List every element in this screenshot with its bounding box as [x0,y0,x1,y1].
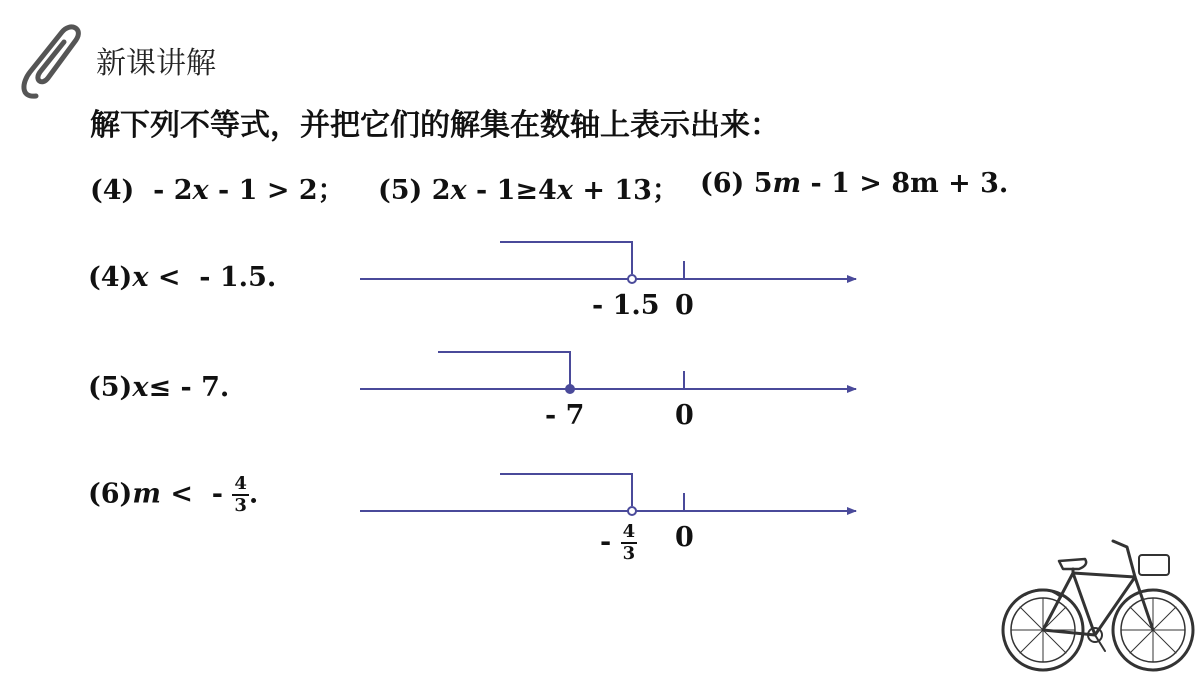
solution-bracket-5 [438,352,570,385]
solution-bracket-6 [500,474,632,506]
solution-bracket-4 [500,242,632,274]
bicycle-illustration [995,525,1200,675]
problem-6: (6) 5m - 1 > 8m + 3. [700,168,1009,199]
answer-5: (5)x≤ - 7. [88,372,230,403]
answer-4: (4)x < - 1.5. [88,262,277,293]
point-label-6: - $\frac{4}{3}$ [600,521,636,564]
problem-5: (5) 2x - 1≥4x + 13； [378,175,679,206]
point-label-5: - 7 [545,400,585,431]
zero-label-4: 0 [675,290,694,321]
zero-label-5: 0 [675,400,694,431]
answer-6: (6)m < - $\frac{4}{3}$ . [88,473,259,516]
open-point-6 [628,507,636,515]
point-label-4: - 1.5 [592,290,660,321]
zero-label-6: 0 [675,522,694,553]
open-point-4 [628,275,636,283]
closed-point-5 [566,385,574,393]
section-title: 新课讲解 [96,46,216,81]
problem-4: (4) - 2x - 1 > 2； [90,175,345,206]
heading: 解下列不等式，并把它们的解集在数轴上表示出来： [90,108,780,143]
